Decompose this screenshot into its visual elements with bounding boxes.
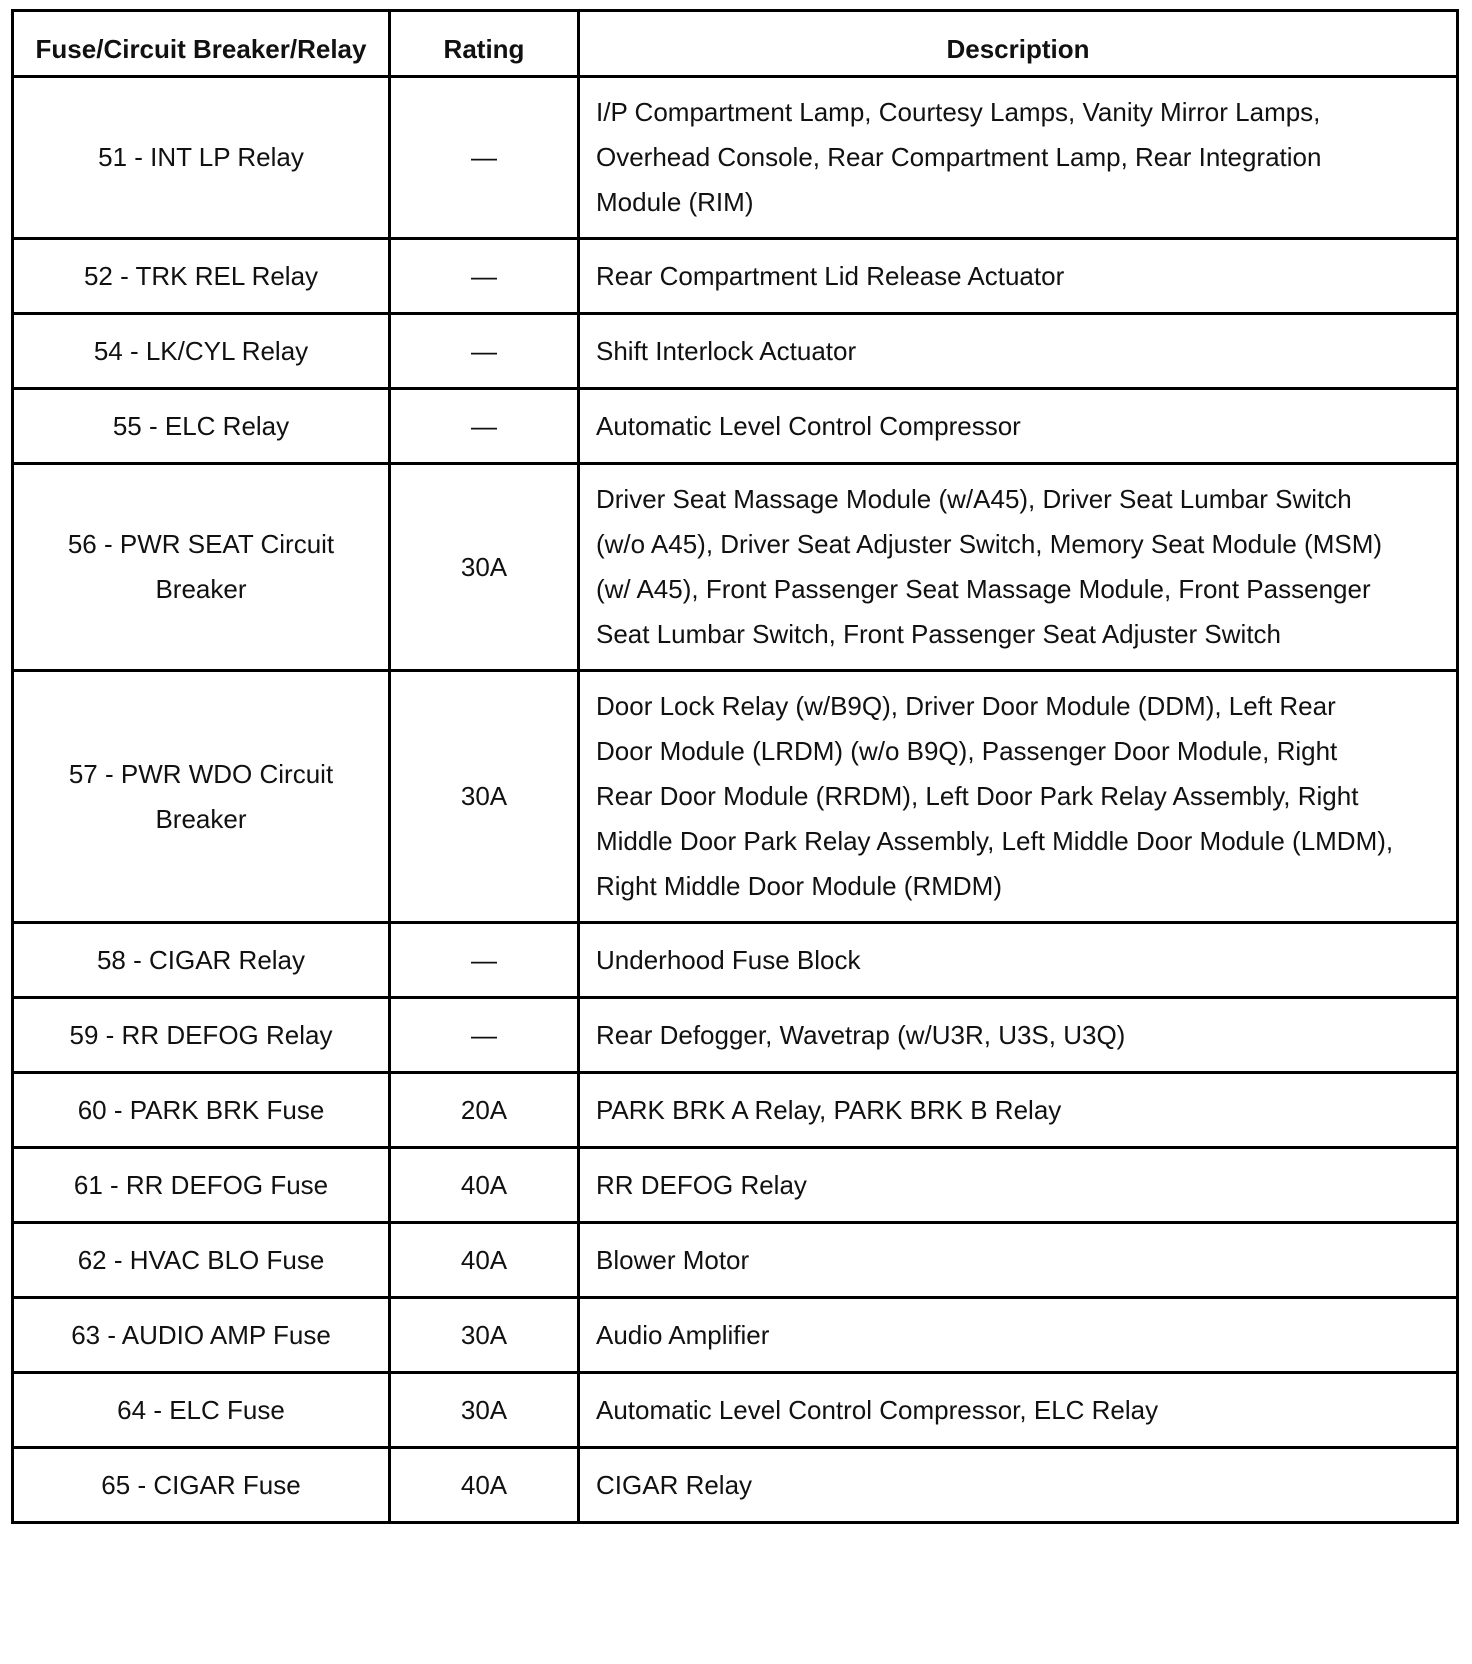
table-row [13, 1223, 1458, 1298]
fuse-name-cell: 62 - HVAC BLO Fuse [13, 1223, 390, 1298]
fuse-name-cell: 63 - AUDIO AMP Fuse [13, 1298, 390, 1373]
fuse-name-cell: 57 - PWR WDO Circuit Breaker [13, 671, 390, 923]
description-cell: Rear Defogger, Wavetrap (w/U3R, U3S, U3Q) [579, 998, 1458, 1073]
table-row [13, 923, 1458, 998]
rating-cell: 40A [390, 1148, 579, 1223]
rating-cell: — [390, 923, 579, 998]
table-row [13, 1148, 1458, 1223]
fuse-name-cell: 56 - PWR SEAT Circuit Breaker [13, 464, 390, 671]
header-row [13, 11, 1458, 77]
rating-cell: — [390, 389, 579, 464]
description-cell: Automatic Level Control Compressor, ELC Relay [579, 1373, 1458, 1448]
description-cell: Rear Compartment Lid Release Actuator [579, 239, 1458, 314]
rating-cell: — [390, 77, 579, 239]
header-rating: Rating [390, 11, 579, 77]
rating-cell: — [390, 239, 579, 314]
rating-cell: — [390, 998, 579, 1073]
fuse-name-cell: 61 - RR DEFOG Fuse [13, 1148, 390, 1223]
fuse-name-cell: 65 - CIGAR Fuse [13, 1448, 390, 1523]
rating-cell: 40A [390, 1223, 579, 1298]
description-cell: I/P Compartment Lamp, Courtesy Lamps, Vanity Mirror Lamps, Overhead Console, Rear Compartment Lamp, Rear Integration Module (RIM) [579, 77, 1458, 239]
fuse-name-cell: 52 - TRK REL Relay [13, 239, 390, 314]
description-cell: Blower Motor [579, 1223, 1458, 1298]
fuse-name-cell: 55 - ELC Relay [13, 389, 390, 464]
description-cell: Audio Amplifier [579, 1298, 1458, 1373]
rating-cell: 30A [390, 1373, 579, 1448]
table-row [13, 389, 1458, 464]
description-cell: PARK BRK A Relay, PARK BRK B Relay [579, 1073, 1458, 1148]
rating-cell: 30A [390, 1298, 579, 1373]
description-cell: Shift Interlock Actuator [579, 314, 1458, 389]
table-row [13, 1373, 1458, 1448]
fuse-name-cell: 54 - LK/CYL Relay [13, 314, 390, 389]
table-row [13, 239, 1458, 314]
rating-cell: 30A [390, 671, 579, 923]
description-cell: CIGAR Relay [579, 1448, 1458, 1523]
rating-cell: 30A [390, 464, 579, 671]
fuse-name-cell: 59 - RR DEFOG Relay [13, 998, 390, 1073]
fuse-name-cell: 60 - PARK BRK Fuse [13, 1073, 390, 1148]
rating-cell: 40A [390, 1448, 579, 1523]
rating-cell: — [390, 314, 579, 389]
fuse-name-cell: 64 - ELC Fuse [13, 1373, 390, 1448]
fuse-name-cell: 58 - CIGAR Relay [13, 923, 390, 998]
description-cell: Driver Seat Massage Module (w/A45), Driver Seat Lumbar Switch (w/o A45), Driver Seat Adjuster Switch, Memory Seat Module (MSM) (w/ A45), Front Passenger Seat Massage Module, Front Passenger Seat Lumbar Switch, Front Passenger Seat Adjuster Switch [579, 464, 1458, 671]
description-cell: Underhood Fuse Block [579, 923, 1458, 998]
table-row [13, 1298, 1458, 1373]
header-fuse-circuit-breaker-relay: Fuse/Circuit Breaker/Relay [13, 11, 390, 77]
table-row [13, 1073, 1458, 1148]
description-cell: RR DEFOG Relay [579, 1148, 1458, 1223]
table-row [13, 77, 1458, 239]
table-row [13, 1448, 1458, 1523]
rating-cell: 20A [390, 1073, 579, 1148]
table-row [13, 671, 1458, 923]
header-description: Description [579, 11, 1458, 77]
description-cell: Door Lock Relay (w/B9Q), Driver Door Module (DDM), Left Rear Door Module (LRDM) (w/o B9Q), Passenger Door Module, Right Rear Door Module (RRDM), Left Door Park Relay Assembly, Right Middle Door Park Relay Assembly, Left Middle Door Module (LMDM), Right Middle Door Module (RMDM) [579, 671, 1458, 923]
table-row [13, 314, 1458, 389]
table-row [13, 998, 1458, 1073]
table-row [13, 464, 1458, 671]
fuse-name-cell: 51 - INT LP Relay [13, 77, 390, 239]
fuse-table [11, 9, 1459, 1524]
description-cell: Automatic Level Control Compressor [579, 389, 1458, 464]
